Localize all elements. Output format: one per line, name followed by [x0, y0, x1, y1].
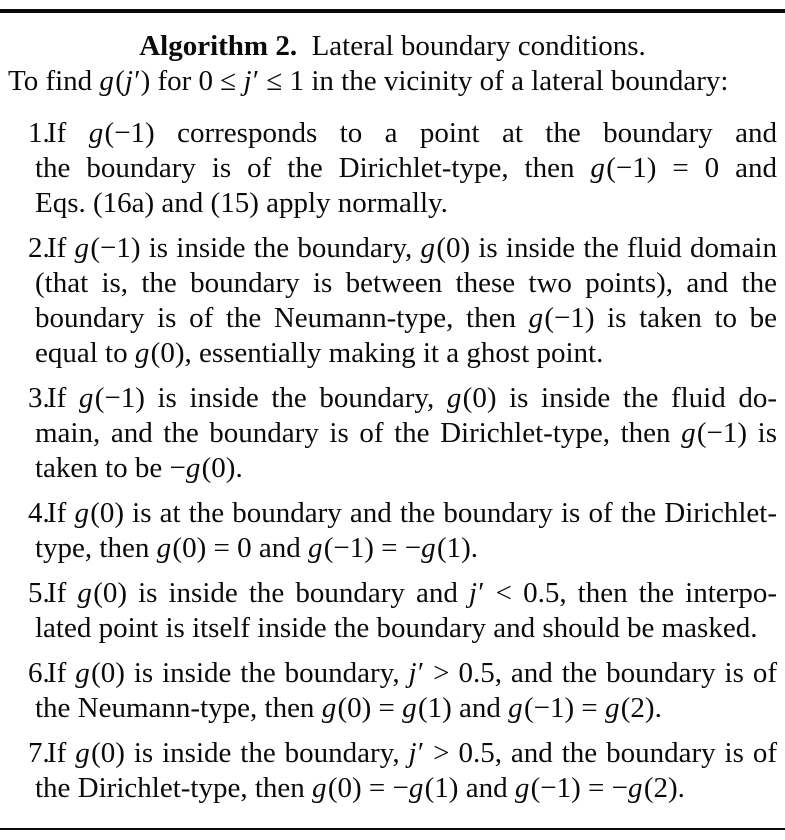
- algorithm-content: [8, 13, 777, 816]
- step-line: equal to g(0), essentially making it a ghost point.: [35, 337, 604, 369]
- step-line: If g(0) is inside the boundary and j′ < 0.5, then the interpo-: [47, 577, 777, 609]
- step-line: If g(0) is at the boundary and the boundary is of the Dirichlet-: [47, 497, 777, 529]
- intro-line: To find g(j′) for 0 ≤ j′ ≤ 1 in the vicinity of a lateral boundary:: [8, 65, 729, 97]
- algorithm-label: Algorithm 2.: [139, 30, 298, 62]
- algorithm-step: [28, 116, 777, 221]
- algorithm-step: [28, 496, 777, 566]
- step-number: 4.: [28, 497, 50, 529]
- algorithm-step: [28, 381, 777, 486]
- step-line: the Neumann-type, then g(0) = g(1) and g(−1) = g(2).: [35, 692, 662, 724]
- step-line: taken to be −g(0).: [35, 452, 243, 484]
- algorithm-step: [28, 231, 777, 371]
- step-line: main, and the boundary is of the Dirichlet-type, then g(−1) is: [35, 417, 777, 449]
- step-line: the Dirichlet-type, then g(0) = −g(1) and g(−1) = −g(2).: [35, 772, 685, 804]
- algorithm-step: [28, 576, 777, 646]
- step-line: (that is, the boundary is between these two points), and the: [35, 267, 777, 299]
- step-line: the boundary is of the Dirichlet-type, then g(−1) = 0 and: [35, 152, 777, 184]
- algorithm-steps: [8, 116, 777, 806]
- algorithm-step: [28, 656, 777, 726]
- step-line: Eqs. (16a) and (15) apply normally.: [35, 187, 448, 219]
- step-line: If g(−1) is inside the boundary, g(0) is inside the fluid domain: [47, 232, 777, 264]
- step-number: 1.: [28, 117, 50, 149]
- step-line: If g(−1) is inside the boundary, g(0) is inside the fluid do-: [47, 382, 777, 414]
- step-line: lated point is itself inside the boundary and should be masked.: [35, 612, 758, 644]
- step-line: If g(−1) corresponds to a point at the boundary and: [47, 117, 777, 149]
- algorithm-title: Lateral boundary conditions.: [311, 30, 646, 62]
- step-number: 7.: [28, 737, 50, 769]
- step-line: type, then g(0) = 0 and g(−1) = −g(1).: [35, 532, 479, 564]
- step-line: If g(0) is inside the boundary, j′ > 0.5, and the boundary is of: [47, 657, 777, 689]
- step-number: 6.: [28, 657, 50, 689]
- step-number: 2.: [28, 232, 50, 264]
- step-line: boundary is of the Neumann-type, then g(−1) is taken to be: [35, 302, 777, 334]
- algorithm-caption: [8, 29, 777, 64]
- step-number: 5.: [28, 577, 50, 609]
- step-line: If g(0) is inside the boundary, j′ > 0.5, and the boundary is of: [47, 737, 777, 769]
- bottom-rule: [0, 828, 785, 830]
- step-number: 3.: [28, 382, 50, 414]
- algorithm-step: [28, 736, 777, 806]
